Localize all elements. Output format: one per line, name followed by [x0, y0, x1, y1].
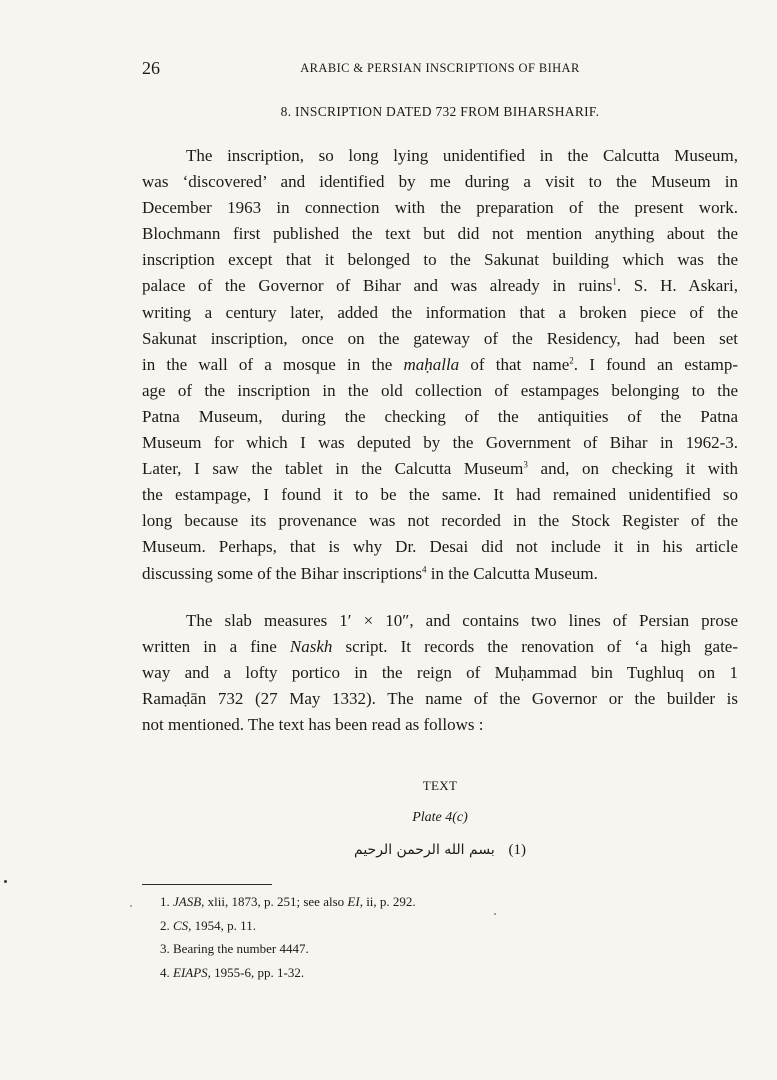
text-line: December 1963 in connection with the preparation of the present work.	[142, 198, 738, 218]
text-line	[142, 273, 738, 299]
text-line: the estampage, I found it to be the same. It had remained unidentified so	[142, 485, 738, 505]
footnote-divider	[142, 884, 272, 885]
text-line: was ‘discovered’ and identified by me during a visit to the Museum in	[142, 172, 738, 192]
footnote-ref-1: 1	[612, 276, 617, 287]
running-title: ARABIC & PERSIAN INSCRIPTIONS OF BIHAR	[300, 61, 580, 75]
footnote-text: Bearing the number 4447.	[173, 941, 309, 956]
text-run: . I found an estamp-	[573, 354, 739, 374]
paper-speck	[494, 913, 496, 915]
paper-speck	[130, 905, 132, 907]
footnote-ref-4: 4	[422, 563, 427, 574]
text-run: discussing some of the Bihar inscriptions	[142, 563, 423, 583]
text-line	[142, 634, 738, 660]
footnote-number: 2.	[160, 917, 170, 933]
footnote-citation: EIAPS	[173, 964, 208, 980]
text-line	[142, 456, 738, 482]
footnote-citation: EI	[347, 894, 360, 909]
arabic-inscription-text: بسم الله الرحمن الرحيم	[354, 842, 495, 858]
plate-label: Plate 4(c)	[412, 810, 468, 825]
text-line: age of the inscription in the old collection of estampages belonging to the	[142, 380, 738, 400]
text-line: long because its provenance was not recorded in the Stock Register of the	[142, 511, 738, 531]
footnote-text: , ii, p. 292.	[359, 894, 416, 909]
footnote-3	[160, 937, 720, 961]
text-run: and, on checking it with	[527, 459, 738, 479]
footnote-citation: JASB	[173, 894, 202, 909]
footnote-4	[160, 961, 720, 985]
footnote-number: 3.	[160, 941, 170, 956]
paper-speck	[4, 880, 7, 883]
footnote-text: , xlii, 1873, p. 251; see also	[201, 894, 348, 909]
text-line: Ramaḍān 732 (27 May 1332). The name of the Governor or the builder is	[142, 689, 738, 709]
text-line: inscription except that it belonged to the Sakunat building which was the	[142, 250, 738, 270]
text-line: writing a century later, added the information that a broken piece of the	[142, 302, 738, 322]
text-line: way and a lofty portico in the reign of Muḥammad bin Tughluq on 1	[142, 663, 738, 683]
text-line: Patna Museum, during the checking of the antiquities of the Patna	[142, 406, 738, 426]
text-run: written in a fine	[142, 637, 290, 657]
footnote-citation: CS	[173, 917, 189, 933]
paragraph-1	[142, 143, 738, 587]
text-run: in the wall of a mosque in the	[142, 354, 404, 374]
footnote-2	[160, 914, 720, 938]
text-line: The inscription, so long lying unidentified in the Calcutta Museum,	[186, 146, 738, 165]
inscription-line-number: (1)	[508, 842, 526, 858]
paragraph-2	[142, 608, 738, 738]
footnotes	[160, 890, 720, 984]
footnote-1	[160, 890, 720, 914]
inscription-line	[142, 842, 738, 859]
footnote-ref-2: 2	[569, 355, 574, 366]
text-run: script. It records the renovation of ‘a high gate-	[332, 637, 738, 657]
text-line: Sakunat inscription, once on the gateway of the Residency, had been set	[142, 328, 738, 348]
text-line: The slab measures 1′ × 10″, and contains two lines of Persian prose	[186, 611, 738, 630]
footnote-text: , 1954, p. 11.	[188, 917, 256, 933]
text-line: not mentioned. The text has been read as follows :	[142, 715, 484, 735]
text-run: . S. H. Askari,	[616, 276, 738, 296]
text-line	[142, 352, 738, 378]
section-heading: 8. INSCRIPTION DATED 732 FROM BIHARSHARIF.	[280, 104, 600, 119]
text-line	[142, 561, 738, 587]
text-run: in the Calcutta Museum.	[426, 563, 598, 583]
page-number: 26	[142, 58, 160, 78]
running-head	[142, 58, 738, 80]
text-line: Museum. Perhaps, that is why Dr. Desai did not include it in his article	[142, 537, 738, 557]
text-line: Museum for which I was deputed by the Government of Bihar in 1962-3.	[142, 433, 738, 453]
footnote-ref-3: 3	[523, 459, 528, 470]
text-run: Later, I saw the tablet in the Calcutta Museum	[142, 459, 524, 479]
text-line: Blochmann first published the text but did not mention anything about the	[142, 224, 738, 244]
footnote-number: 1.	[160, 894, 170, 909]
text-run: of that name	[459, 354, 570, 374]
italic-term-naskh: Naskh	[289, 637, 333, 657]
text-run: palace of the Governor of Bihar and was already in ruins	[142, 276, 613, 296]
text-heading: TEXT	[422, 778, 458, 793]
footnote-text: , 1955-6, pp. 1-32.	[207, 964, 305, 980]
italic-term-mahalla: maḥalla	[403, 354, 460, 374]
footnote-number: 4.	[160, 964, 170, 980]
